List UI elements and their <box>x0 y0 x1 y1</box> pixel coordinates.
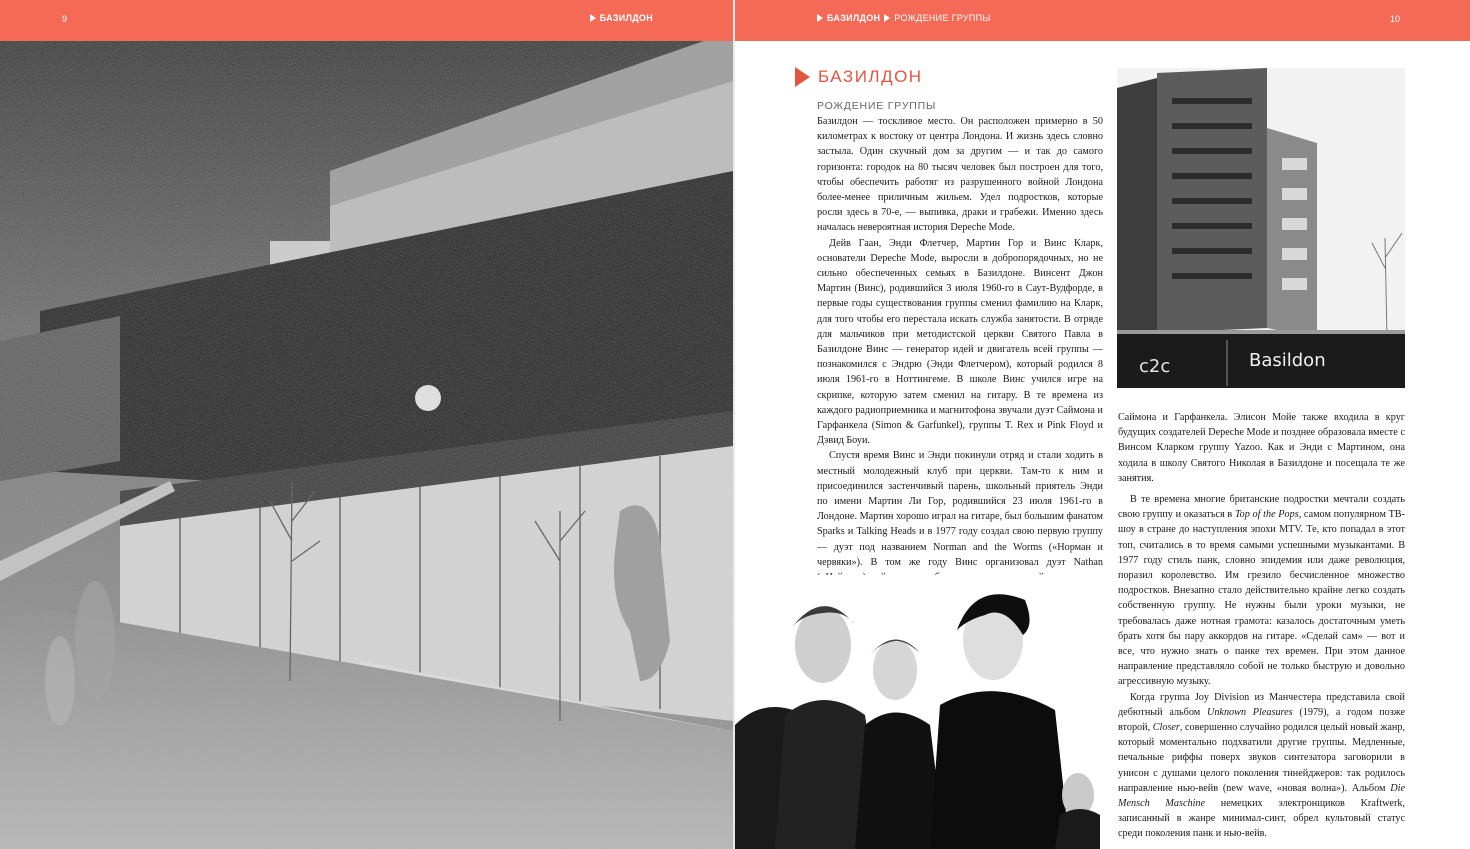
triangle-icon <box>817 14 823 22</box>
sign-c2c: c2c <box>1139 356 1171 377</box>
triangle-icon <box>884 14 890 22</box>
play-triangle-icon <box>795 67 810 87</box>
chapter-heading <box>795 67 923 87</box>
chapter-title: БАЗИЛДОН <box>818 67 923 86</box>
page-number-right: 10 <box>1389 14 1400 24</box>
breadcrumb-right <box>817 13 991 23</box>
paragraph: Саймона и Гарфанкела. Элисон Мойе также входила в круг будущих создателей Depeche Mode и позднее образовала вместе с Винсом Кларком группу Yazoo. Как и Энди с Мартином, она ходила в школу Святого Николая в Базилдоне и посещала те же занятия. <box>1118 412 1405 484</box>
breadcrumb-section: БАЗИЛДОН <box>827 13 881 23</box>
triangle-icon <box>590 14 596 22</box>
basildon-station-photo <box>1117 68 1405 388</box>
basildon-building-photo <box>0 41 733 849</box>
sign-basildon: Basildon <box>1249 350 1326 371</box>
page-number-left: 9 <box>62 14 68 24</box>
paragraph: Когда группа Joy Division из Манчестера представила свой дебютный альбом Unknown Pleasures (1979), а годом позже второй, Closer, совершенно случайно родился целый новый жанр, который моментально подхватили другие группы. Медленные, печальные риффы поверх звуков синтезатора заговорили в унисон с душами целого поколения тинейджеров: так родилось направление нью-вейв (new wave, «новая волна»). Альбом Die Mensch Maschine немецких электронщиков Kraftwerk, записанный в жанре минимал-синт, обрел культовый статус среди поколения панк и нью-вейв. <box>1118 691 1405 840</box>
paragraph: В те времена многие британские подростки мечтали создать свою группу и оказаться в Top of the Pops, самом популярном ТВ-шоу в стране до наступления эпохи MTV. Те, кто попадал в этот топ, считались в то время самыми успешными музыкантами. В 1977 году стиль панк, словно эпидемия или даже революция, поразил королевство. Им грезило бесчисленное множество подростков. Внезапно стало действительно крайне легко создать собственную группу. Не нужны были уроки музыки, не требовалась даже нотная грамота: казалось достаточным уметь брать хотя бы пару аккордов на гитаре. «Сделай сам» — вот и все, что нужно знать о панке тех времен. При этом данное направление представляло собой не только быструю и довольно агрессивную музыку. <box>1118 494 1405 688</box>
text-column-2 <box>1118 410 1405 842</box>
paragraph: Дейв Гаан, Энди Флетчер, Мартин Гор и Винс Кларк, основатели Depeche Mode, выросли в добропорядочных, но не сильно обеспеченных семьях в Базилдоне. Винсент Джон Мартин (Винс), родившийся 3 июля 1960-го в Саут-Вудфорде, в первые годы существования группы сменил фамилию на Кларк, для того чтобы его перестала искать служба занятости. В отряде для мальчиков при методистской церкви Святого Павла в Базилдоне Винс — генератор идей и двигатель всей группы — познакомился с Эндрю (Энди Флетчером), который родился 8 июля 1961-го в Ноттингеме. В школе Винс учился игре на скрипке, которую затем сменил на гитару. В те времена из каждого радиоприемника и магнитофона звучали дуэт Саймона и Гарфанкела (Simon & Garfunkel), группы T. Rex и Pink Floyd и Дэвид Боуи. <box>817 237 1103 447</box>
left-page <box>0 0 733 849</box>
text-column-1 <box>817 114 1103 585</box>
paragraph: Базилдон — тоскливое место. Он расположен примерно в 50 километрах к востоку от центра Лондона. И жизнь здесь словно застыла. Один скучный дом за другим — и так до самого горизонта: городок на 80 тысяч человек был построен для того, чтобы обеспечить работяг из разрушенного войной Лондона более-менее приличным жильем. Удел подростков, которые росли здесь в 70-е, — выпивка, драки и грабежи. Именно здесь началась невероятная история Depeche Mode. <box>817 116 1103 234</box>
band-photo <box>735 575 1100 849</box>
right-page <box>735 0 1470 849</box>
breadcrumb-subsection: РОЖДЕНИЕ ГРУППЫ <box>894 13 991 23</box>
chapter-subtitle: РОЖДЕНИЕ ГРУППЫ <box>817 100 937 112</box>
breadcrumb-section: БАЗИЛДОН <box>599 13 653 23</box>
paragraph: Спустя время Винс и Энди покинули отряд и стали ходить в местный молодежный клуб при церкви. Там-то к ним и присоединился застенчивый парень, школьный приятель Энди по имени Мартин Ли Гор, родившийся 23 июля 1961-го в Лондоне. Мартин хорошо играл на гитаре, был большим фанатом Sparks и Talking Heads и в 1977 году создал свою первую группу — дуэт под названием Norman and the Worms («Норман и червяки»). В том же году Винс организовал дуэт Nathan <box>817 450 1103 568</box>
header-bar-left <box>0 0 733 41</box>
breadcrumb-left <box>590 13 653 23</box>
header-bar-right <box>735 0 1470 41</box>
